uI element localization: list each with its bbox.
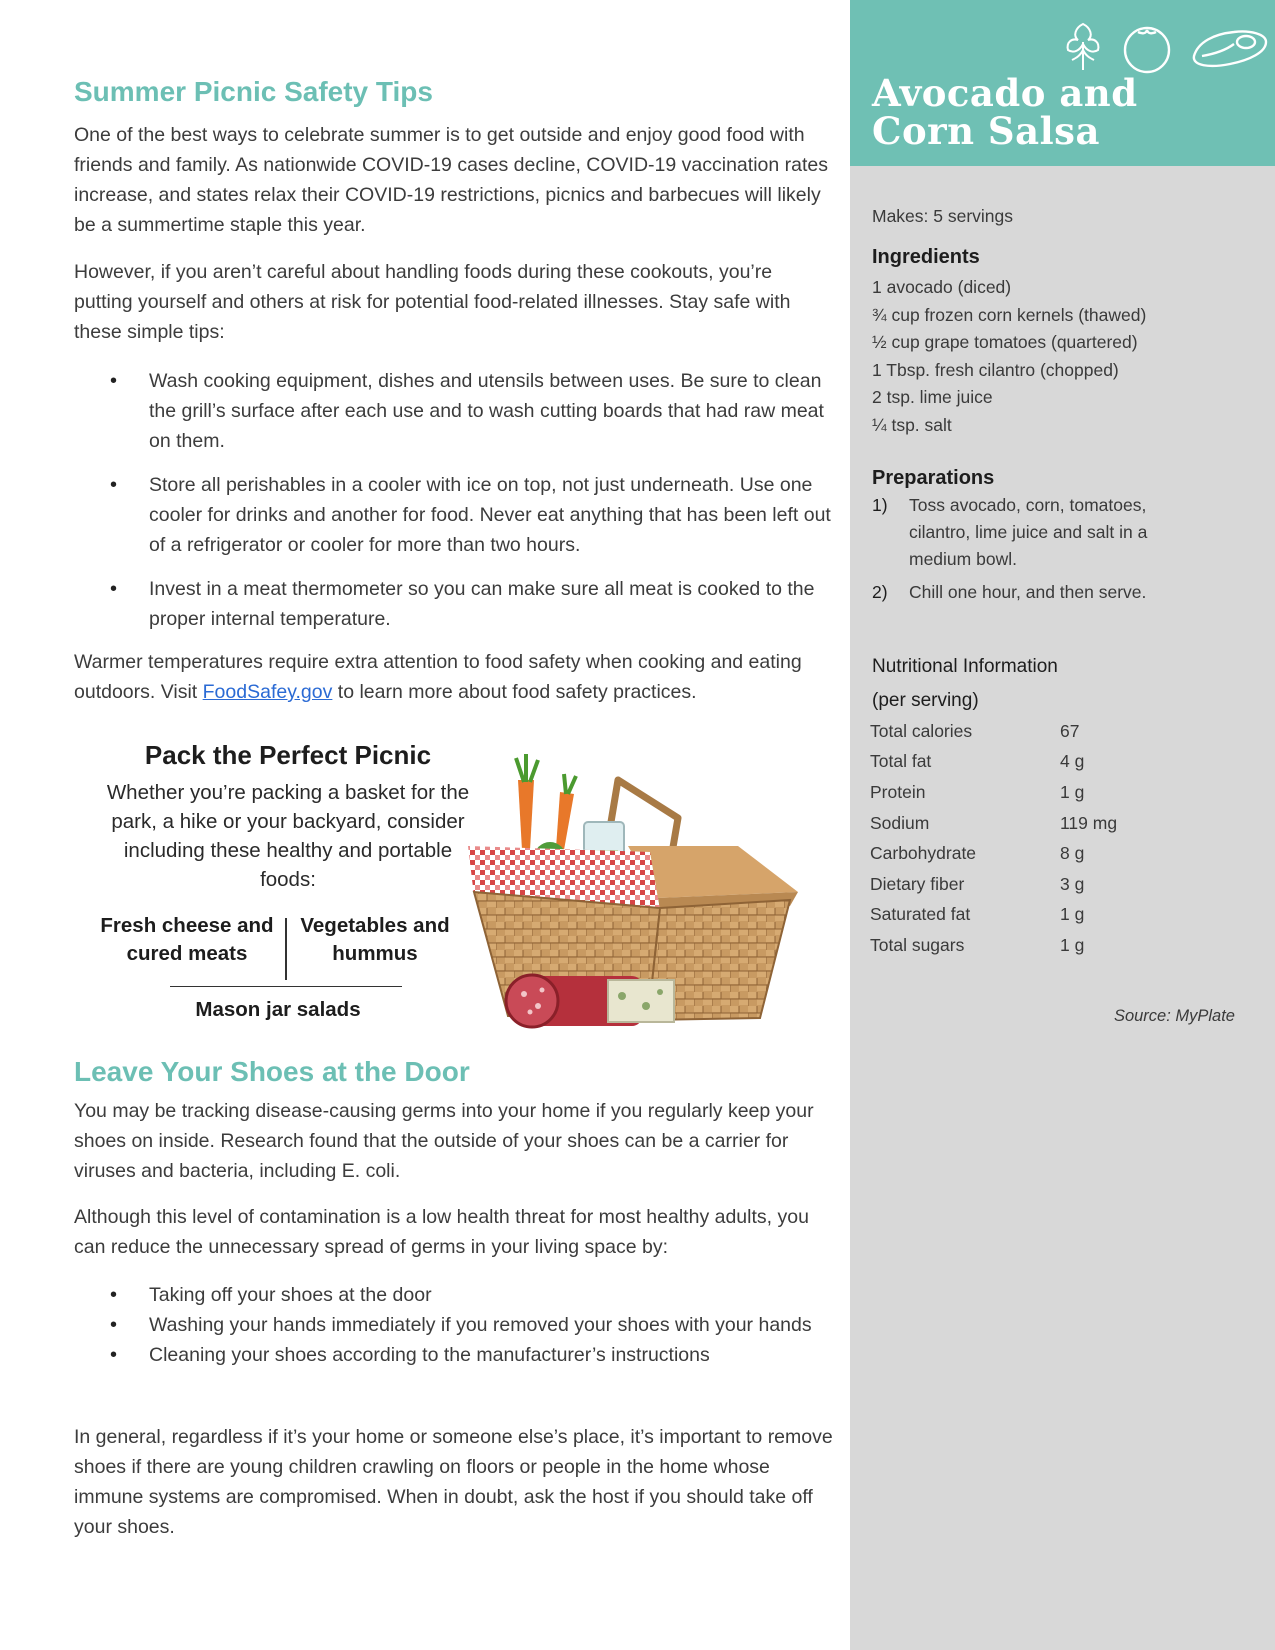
table-row [870, 900, 1117, 931]
table-row [870, 777, 1117, 808]
list-item: ½ cup grape tomatoes (quartered) [872, 332, 1138, 352]
nutrition-heading [872, 650, 1058, 718]
table-row [870, 930, 1117, 961]
food-divider-vertical [285, 918, 287, 980]
picnic-closing-paragraph [74, 647, 834, 707]
list-item: 1 Tbsp. fresh cilantro (chopped) [872, 359, 1119, 380]
picnic-basket-illustration [460, 740, 800, 1040]
list-item [872, 579, 1192, 606]
nutrient-value: 1 g [1060, 781, 1085, 802]
list-item: • Invest in a meat thermometer so you can make sure all meat is cooked to the proper internal temperature. [74, 574, 834, 634]
step-number: 1) [872, 495, 888, 515]
pack-picnic-title: Pack the Perfect Picnic [144, 740, 432, 770]
nutrient-label: Total sugars [870, 934, 965, 955]
nutrient-label: Total fat [870, 751, 932, 772]
list-item: • Cleaning your shoes according to the manufacturer’s instructions [74, 1340, 834, 1370]
table-row [870, 838, 1117, 869]
nutrition-title: Nutritional Information [872, 656, 1058, 677]
nutrient-label: Dietary fiber [870, 873, 965, 894]
closing-text-before: Warmer temperatures require extra attention to food safety when cooking and eating outdoors. Visit [74, 651, 802, 703]
nutrient-value: 8 g [1060, 843, 1085, 864]
food-mason-jar-salads: Mason jar salads [195, 998, 361, 1021]
nutrient-label: Saturated fat [870, 904, 971, 925]
food-divider-horizontal [170, 986, 402, 987]
shoes-intro-paragraph: You may be tracking disease-causing germs into your home if you regularly keep your shoes on inside. Research found that the outside of your shoes can be a carrier for viruses and bacteria, including E. coli. [74, 1100, 814, 1182]
list-item: • Washing your hands immediately if you removed your shoes with your hands [74, 1310, 834, 1340]
table-row [870, 869, 1117, 900]
shoes-closing-paragraph: In general, regardless if it’s your home or someone else’s place, it’s important to remove shoes if there are young children crawling on floors or people in the home whose immune systems are compromised. When in doubt, ask the host if you should take off your shoes. [74, 1426, 833, 1538]
picnic-safety-heading: Summer Picnic Safety Tips [74, 76, 433, 107]
picnic-tips-list [74, 366, 834, 634]
preparations-list [872, 492, 1192, 612]
recipe-icons [1050, 14, 1270, 76]
pack-picnic-box [98, 740, 798, 1030]
nutrient-value: 3 g [1060, 873, 1085, 894]
table-row [870, 808, 1117, 839]
list-item: • Wash cooking equipment, dishes and utensils between uses. Be sure to clean the grill’s surface after each use and to wash cutting boards that had raw meat on them. [74, 366, 834, 456]
table-row [870, 747, 1117, 778]
recipe-title: Avocado and Corn Salsa [872, 71, 1138, 153]
recipe-source: Source: MyPlate [1113, 1007, 1235, 1025]
list-item: ¼ tsp. salt [872, 414, 952, 435]
preparations-heading: Preparations [872, 467, 995, 489]
nutrition-table [870, 716, 1117, 961]
pack-picnic-text: Whether you’re packing a basket for the park, a hike or your backyard, consider including these healthy and portable foods: [106, 781, 470, 891]
ingredients-list [872, 274, 1146, 439]
list-item [872, 492, 1192, 573]
picnic-intro-paragraph: One of the best ways to celebrate summer is to get outside and enjoy good food with friends and family. As nationwide COVID-19 cases decline, COVID-19 vaccination rates increase, and states relax their COVID-19 restrictions, picnics and barbecues will likely be a summertime staple this year. [74, 124, 828, 236]
recipe-servings: Makes: 5 servings [872, 206, 1014, 226]
avocado-icon [1190, 24, 1270, 70]
nutrient-value: 119 mg [1060, 812, 1118, 833]
tomato-icon [1120, 20, 1174, 74]
recipe-sidebar [850, 0, 1275, 1650]
list-item: • Store all perishables in a cooler with ice on top, not just underneath. Use one cooler for drinks and another for food. Never eat anything that has been left out of a refrigerator or cooler for more than two hours. [74, 470, 834, 560]
food-vegetables-hummus: Vegetables and hummus [300, 914, 450, 965]
foodsafety-link[interactable]: FoodSafey.gov [202, 681, 333, 703]
step-number: 2) [872, 582, 888, 602]
table-row [870, 716, 1117, 747]
recipe-header [850, 0, 1275, 166]
cilantro-icon [1060, 20, 1106, 72]
nutrient-label: Protein [870, 781, 926, 802]
picnic-risk-paragraph: However, if you aren’t careful about handling foods during these cookouts, you’re putting yourself and others at risk for potential food-related illnesses. Stay safe with these simple tips: [74, 261, 791, 343]
shoes-heading: Leave Your Shoes at the Door [74, 1056, 470, 1087]
nutrient-value: 1 g [1060, 934, 1085, 955]
list-item: • Taking off your shoes at the door [74, 1280, 834, 1310]
closing-text-after: to learn more about food safety practices. [332, 681, 697, 703]
nutrient-label: Total calories [870, 720, 973, 741]
list-item: 2 tsp. lime juice [872, 387, 993, 407]
nutrient-value: 1 g [1060, 904, 1085, 925]
shoes-tips-list [74, 1280, 834, 1370]
nutrition-subtitle: (per serving) [872, 690, 979, 711]
ingredients-heading: Ingredients [872, 246, 980, 268]
nutrient-value: 4 g [1060, 751, 1085, 772]
step-text: Toss avocado, corn, tomatoes, cilantro, lime juice and salt in a medium bowl. [909, 495, 1148, 569]
nutrient-label: Sodium [870, 812, 930, 833]
nutrient-value: 67 [1060, 720, 1080, 741]
list-item: ¾ cup frozen corn kernels (thawed) [872, 304, 1147, 325]
step-text: Chill one hour, and then serve. [909, 582, 1147, 602]
list-item: 1 avocado (diced) [872, 277, 1012, 297]
food-cheese-meats: Fresh cheese and cured meats [100, 914, 274, 965]
shoes-reduce-paragraph: Although this level of contamination is a low health threat for most healthy adults, you can reduce the unnecessary spread of germs in your living space by: [74, 1206, 809, 1258]
nutrient-label: Carbohydrate [870, 843, 977, 864]
